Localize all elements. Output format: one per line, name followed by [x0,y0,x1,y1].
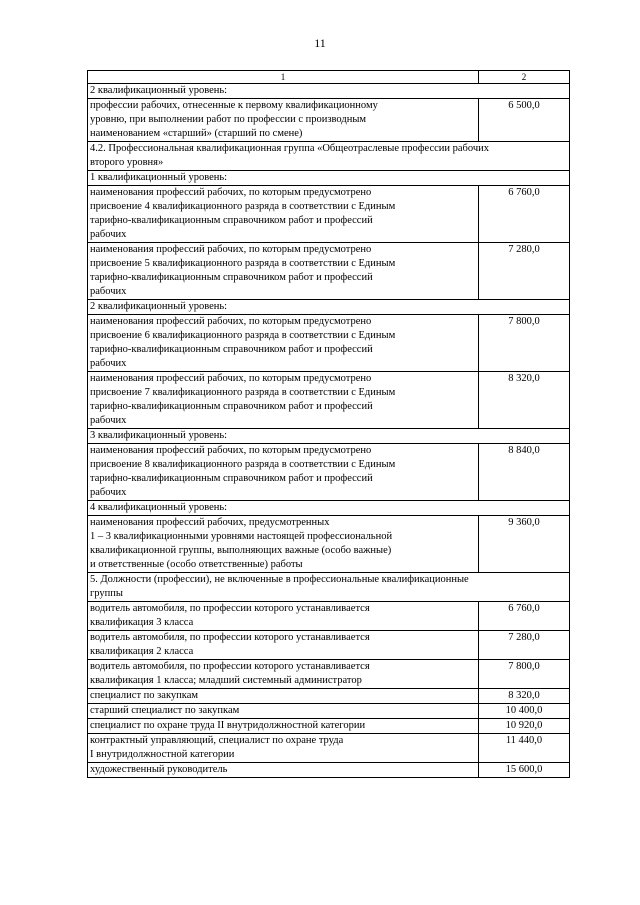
position-name-cell: водитель автомобиля, по профессии которого устанавливается квалификация 1 класса; младший системный администратор [88,660,479,689]
section-row [88,84,570,99]
salary-value-cell: 11 440,0 [479,734,570,763]
position-name-cell: наименования профессий рабочих, по которым предусмотрено присвоение 6 квалификационного разряда в соответствии с Единым тарифно-квалификационным справочником работ и профессий рабочих [88,315,479,372]
position-name-cell: водитель автомобиля, по профессии которого устанавливается квалификация 2 класса [88,631,479,660]
position-name-cell: наименования профессий рабочих, по которым предусмотрено присвоение 8 квалификационного разряда в соответствии с Единым тарифно-квалификационным справочником работ и профессий рабочих [88,444,479,501]
section-heading: 1 квалификационный уровень: [88,171,570,186]
column-header-2: 2 [479,71,570,84]
section-row [88,573,570,602]
section-heading: 5. Должности (профессии), не включенные в профессиональные квалификационные группы [88,573,570,602]
salary-value-cell: 15 600,0 [479,763,570,778]
table-row [88,763,570,778]
salary-value-cell: 7 280,0 [479,243,570,300]
salary-value-cell: 8 840,0 [479,444,570,501]
section-row [88,171,570,186]
position-name-cell: художественный руководитель [88,763,479,778]
table-row [88,704,570,719]
section-heading: 4 квалификационный уровень: [88,501,570,516]
table-row [88,444,570,501]
salary-value-cell: 8 320,0 [479,372,570,429]
table-row [88,689,570,704]
salary-value-cell: 6 760,0 [479,602,570,631]
table-row [88,516,570,573]
position-name-cell: наименования профессий рабочих, предусмотренных 1 – 3 квалификационными уровнями настоящей профессиональной квалификационной группы, выполняющих важные (особо важные) и ответственные (особо ответственные) работы [88,516,479,573]
position-name-cell: контрактный управляющий, специалист по охране труда I внутридолжностной категории [88,734,479,763]
section-heading: 4.2. Профессиональная квалификационная группа «Общеотраслевые профессии рабочих второго уровня» [88,142,570,171]
section-row [88,300,570,315]
table-row [88,631,570,660]
position-name-cell: профессии рабочих, отнесенные к первому квалификационному уровню, при выполнении работ по профессии с производным наименованием «старший» (старший по смене) [88,99,479,142]
table-row [88,186,570,243]
position-name-cell: наименования профессий рабочих, по которым предусмотрено присвоение 4 квалификационного разряда в соответствии с Единым тарифно-квалификационным справочником работ и профессий рабочих [88,186,479,243]
table-row [88,719,570,734]
position-name-cell: наименования профессий рабочих, по которым предусмотрено присвоение 7 квалификационного разряда в соответствии с Единым тарифно-квалификационным справочником работ и профессий рабочих [88,372,479,429]
section-heading: 2 квалификационный уровень: [88,84,570,99]
position-name-cell: специалист по охране труда II внутридолжностной категории [88,719,479,734]
salary-value-cell: 10 400,0 [479,704,570,719]
table-row [88,372,570,429]
position-name-cell: специалист по закупкам [88,689,479,704]
section-row [88,501,570,516]
table-row [88,99,570,142]
section-heading: 2 квалификационный уровень: [88,300,570,315]
table-body [88,84,570,778]
table-row [88,734,570,763]
salary-value-cell: 7 280,0 [479,631,570,660]
section-row [88,142,570,171]
salary-value-cell: 8 320,0 [479,689,570,704]
salary-value-cell: 6 500,0 [479,99,570,142]
position-name-cell: наименования профессий рабочих, по которым предусмотрено присвоение 5 квалификационного разряда в соответствии с Единым тарифно-квалификационным справочником работ и профессий рабочих [88,243,479,300]
table-row [88,315,570,372]
table-row [88,602,570,631]
page-number: 11 [314,36,326,50]
salary-value-cell: 7 800,0 [479,660,570,689]
table-header-row [88,71,570,84]
salary-value-cell: 10 920,0 [479,719,570,734]
salary-table [87,70,570,778]
salary-value-cell: 6 760,0 [479,186,570,243]
column-header-1: 1 [88,71,479,84]
table-row [88,243,570,300]
position-name-cell: водитель автомобиля, по профессии которого устанавливается квалификация 3 класса [88,602,479,631]
position-name-cell: старший специалист по закупкам [88,704,479,719]
section-row [88,429,570,444]
table-row [88,660,570,689]
section-heading: 3 квалификационный уровень: [88,429,570,444]
salary-value-cell: 9 360,0 [479,516,570,573]
salary-value-cell: 7 800,0 [479,315,570,372]
